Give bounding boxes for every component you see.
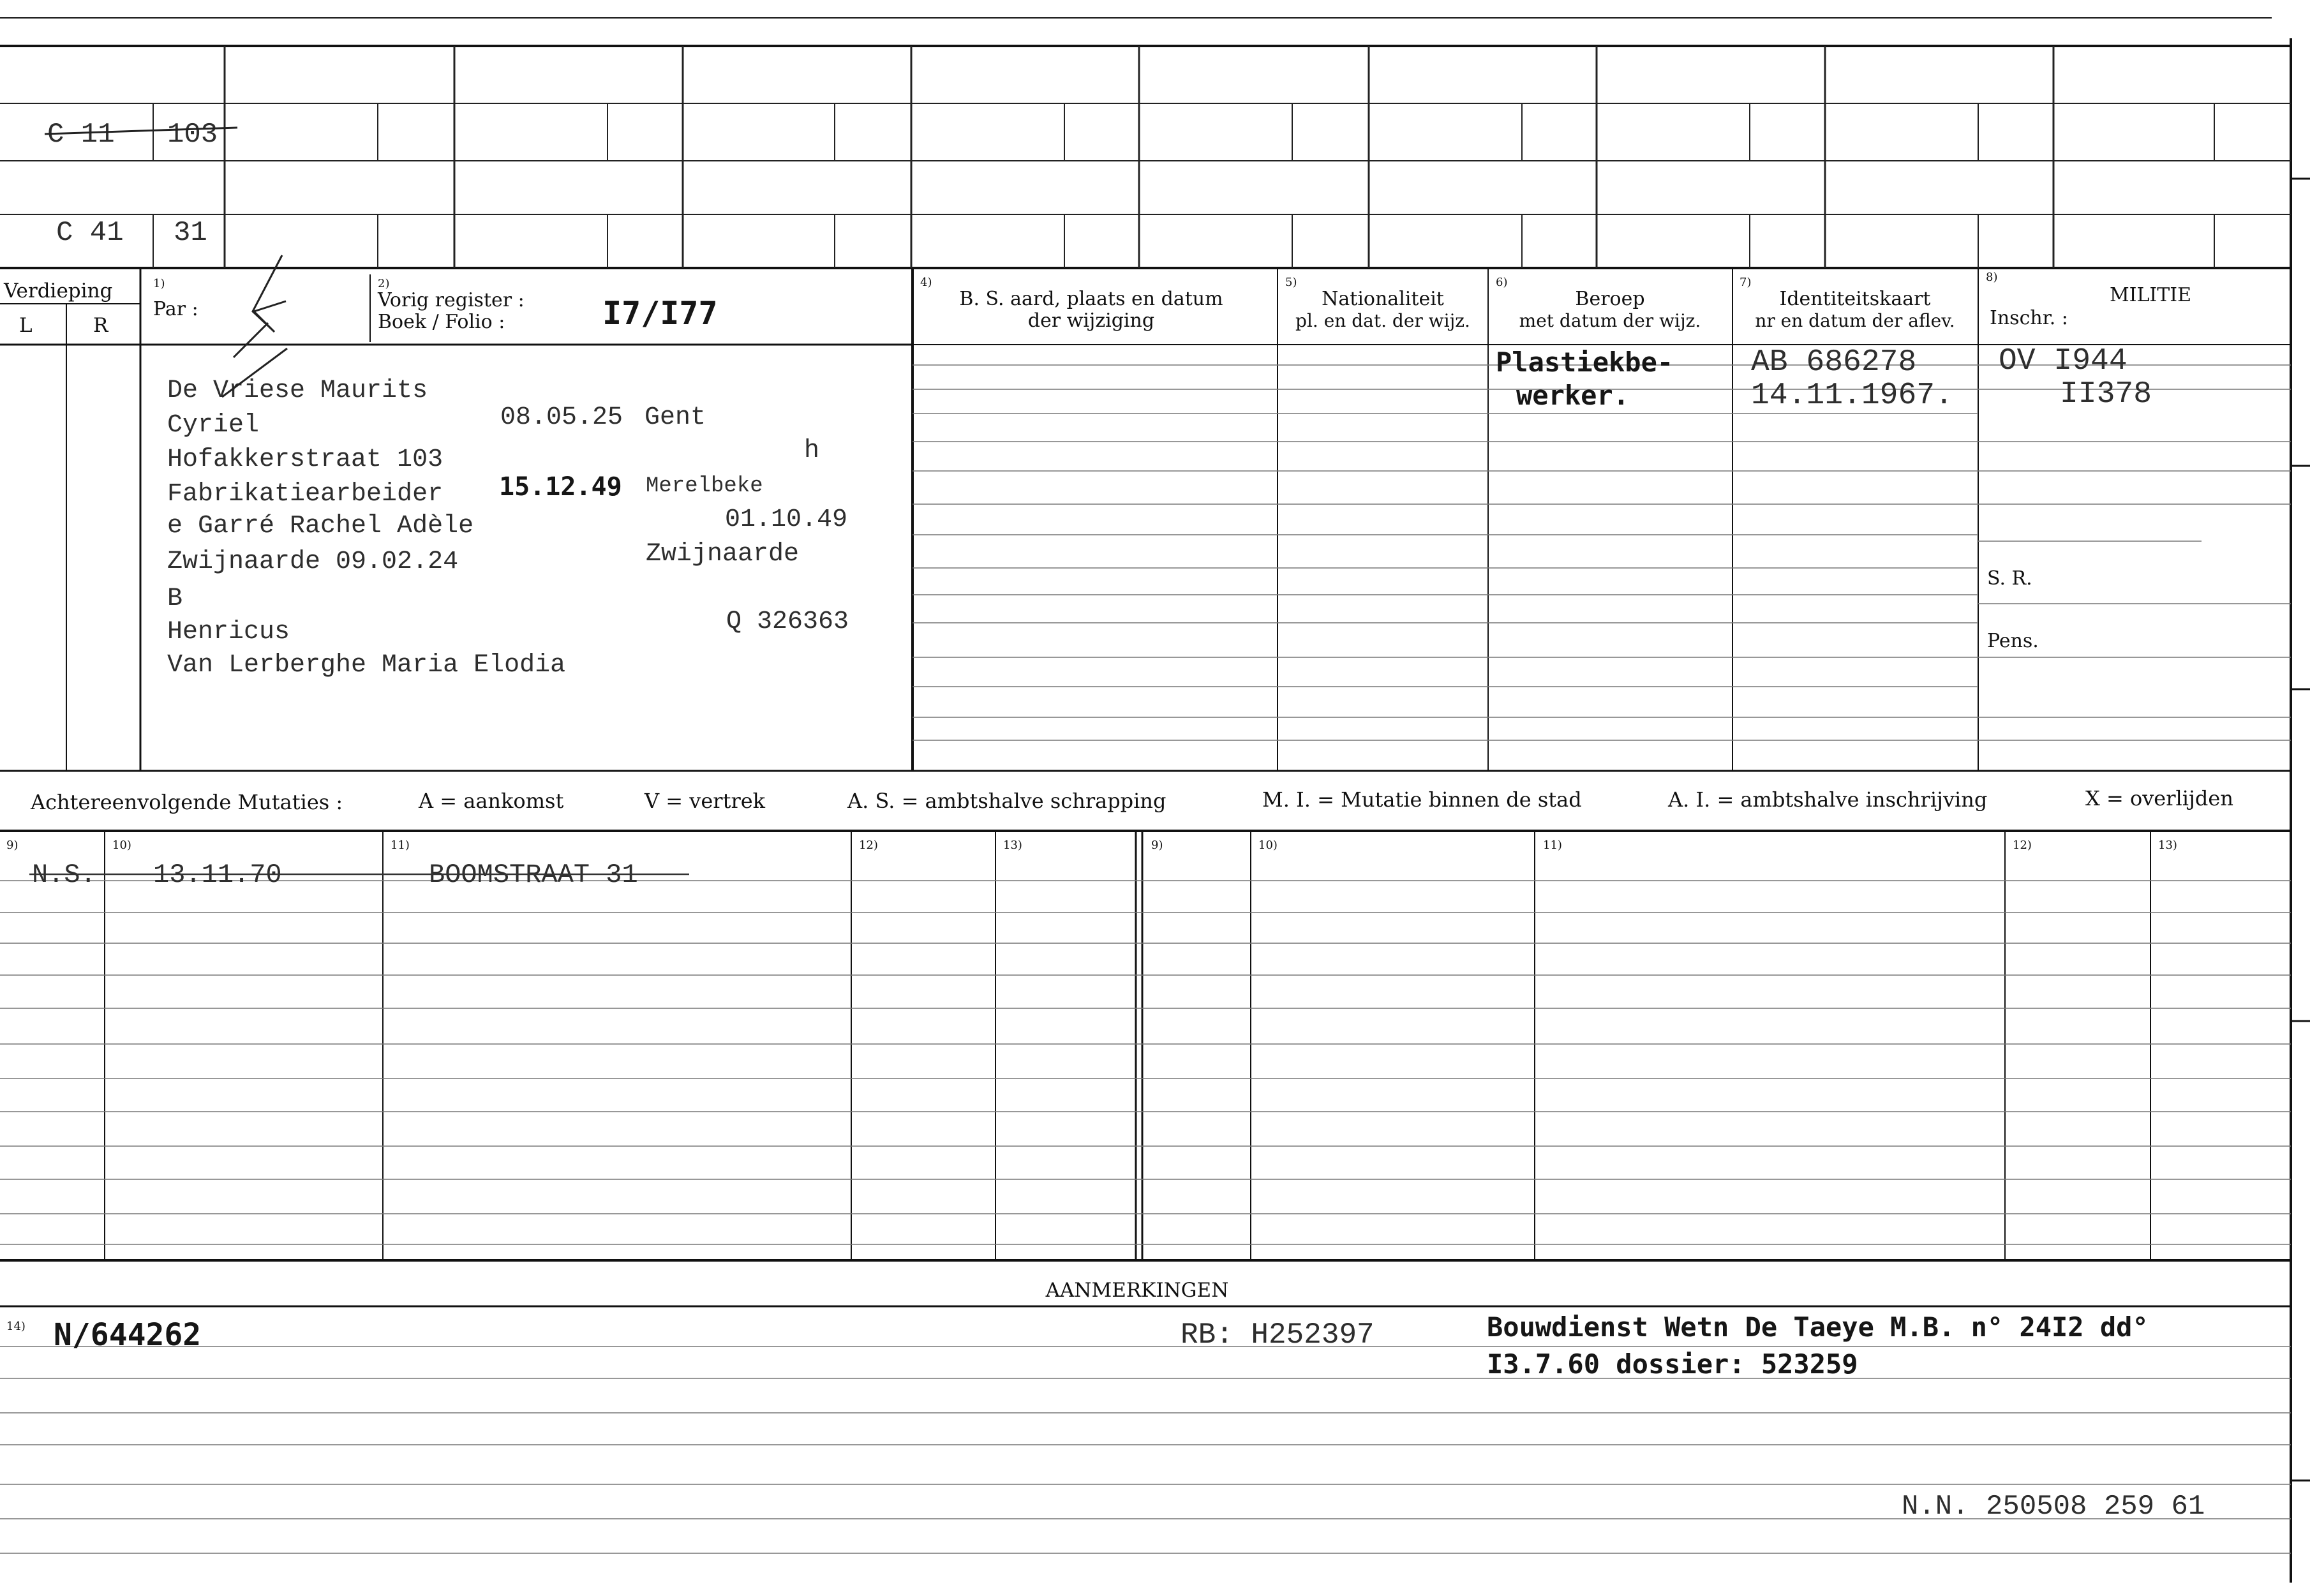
mut-col-12-left: 12) <box>859 839 878 852</box>
person-occupation-date: 15.12.49 <box>499 472 622 502</box>
vorig-register-label: Vorig register : <box>378 289 525 311</box>
militie-sr-label: S. R. <box>1987 567 2032 590</box>
legend-ambtshalve-inschrijving: A. I. = ambtshalve inschrijving <box>1668 787 1988 812</box>
person-marker-b: B <box>167 585 183 613</box>
identiteit-line2: 14.11.1967. <box>1751 378 1953 413</box>
top-code-103: 103 <box>167 119 218 151</box>
mut-col-9-left: 9) <box>6 839 19 852</box>
person-firstname: Cyriel <box>167 411 260 440</box>
mut-col-10-left: 10) <box>112 839 131 852</box>
bs-header-line1: B. S. aard, plaats en datum <box>959 288 1223 310</box>
top-code-31: 31 <box>174 217 207 249</box>
mut-col-10-right: 10) <box>1258 839 1278 852</box>
beroep-line2: werker. <box>1516 380 1630 411</box>
person-marriage-date: 01.10.49 <box>725 505 848 534</box>
aanmerkingen-rb: RB: H252397 <box>1181 1318 1375 1352</box>
person-father: Henricus <box>167 618 290 646</box>
edge-ticks <box>2291 179 2310 1480</box>
mut-col-12-right: 12) <box>2013 839 2032 852</box>
mutatie-code: N.S. <box>32 860 96 890</box>
person-birth-date: 08.05.25 <box>500 403 623 432</box>
inschr-label: Inschr. : <box>1990 307 2068 329</box>
verdieping-r-label: R <box>93 314 108 337</box>
mut-col-11-left: 11) <box>391 839 410 852</box>
top-code-c41: C 41 <box>56 217 124 249</box>
beroep-header-line2: met datum der wijz. <box>1519 310 1701 331</box>
col-5-number: 5) <box>1285 276 1297 289</box>
aanmerkingen-registration: N/644262 <box>54 1317 202 1353</box>
person-street: Hofakkerstraat 103 <box>167 445 443 474</box>
ruled-lines-mutaties <box>0 881 2291 1244</box>
militie-line2: II378 <box>2060 377 2152 412</box>
mutatie-row <box>29 860 689 890</box>
person-marker-h: h <box>804 436 820 465</box>
col-2-number: 2) <box>378 277 390 290</box>
verdieping-l-label: L <box>19 314 33 337</box>
aanmerkingen-nn: N.N. 250508 259 61 <box>1902 1491 2205 1523</box>
nationaliteit-header-line2: pl. en dat. der wijz. <box>1295 310 1470 331</box>
mut-col-13-left: 13) <box>1003 839 1022 852</box>
legend-vertrek: V = vertrek <box>645 789 766 813</box>
legend-overlijden: X = overlijden <box>2085 786 2233 810</box>
person-father-code: Q 326363 <box>726 608 849 636</box>
col-7-number: 7) <box>1740 276 1752 289</box>
ruled-lines-header <box>913 365 2291 740</box>
boek-folio-label: Boek / Folio : <box>378 311 505 333</box>
person-spouse-place: Zwijnaarde <box>646 540 800 569</box>
legend-mutatie-stad: M. I. = Mutatie binnen de stad <box>1262 787 1582 812</box>
person-occupation: Fabrikatiearbeider <box>167 480 443 509</box>
mutaties-grid <box>105 831 2150 1260</box>
col-1-number: 1) <box>153 277 165 290</box>
legend-aankomst: A = aankomst <box>419 789 564 813</box>
person-birth-place: Gent <box>645 403 706 432</box>
verdieping-label: Verdieping <box>4 280 113 302</box>
identiteit-line1: AB 686278 <box>1751 345 1917 380</box>
top-code-c11: C 11 <box>47 119 115 151</box>
legend-ambtshalve-schrapping: A. S. = ambtshalve schrapping <box>847 789 1166 813</box>
aanmerkingen-number-label: 14) <box>6 1320 26 1333</box>
col-6-number: 6) <box>1496 276 1508 289</box>
nationaliteit-header-line1: Nationaliteit <box>1322 288 1444 310</box>
par-handwritten-mark <box>234 255 286 357</box>
person-spouse: e Garré Rachel Adèle <box>167 512 474 541</box>
aanmerkingen-note-line2: I3.7.60 dossier: 523259 <box>1487 1348 1858 1380</box>
mutatie-date: 13.11.70 <box>153 860 282 890</box>
person-block <box>167 348 849 680</box>
identiteit-header-line2: nr en datum der aflev. <box>1755 310 1955 331</box>
militie-line1: OV I944 <box>1999 344 2127 378</box>
bs-header-line2: der wijziging <box>1027 310 1155 332</box>
militie-header: MILITIE <box>2109 284 2192 306</box>
mut-col-11-right: 11) <box>1543 839 1562 852</box>
person-occupation-place: Merelbeke <box>646 474 763 498</box>
par-label: Par : <box>153 298 198 320</box>
militie-pens-label: Pens. <box>1987 630 2039 652</box>
col-8-number: 8) <box>1986 271 1998 284</box>
mutatie-address: BOOMSTRAAT 31 <box>429 860 638 890</box>
person-spouse-birth: Zwijnaarde 09.02.24 <box>167 548 459 576</box>
mut-col-9-right: 9) <box>1151 839 1163 852</box>
aanmerkingen-title: AANMERKINGEN <box>1045 1279 1229 1302</box>
aanmerkingen-note-line1: Bouwdienst Wetn De Taeye M.B. n° 24I2 dd° <box>1487 1311 2149 1343</box>
top-grid <box>0 46 2291 268</box>
boek-folio-value: I7/I77 <box>602 295 718 332</box>
identiteit-header-line1: Identiteitskaart <box>1779 288 1931 310</box>
person-surname: De Vriese Maurits <box>167 377 428 405</box>
person-mother: Van Lerberghe Maria Elodia <box>167 651 566 680</box>
beroep-header-line1: Beroep <box>1575 288 1645 310</box>
mutaties-title: Achtereenvolgende Mutaties : <box>31 790 343 814</box>
col-4-number: 4) <box>920 276 932 289</box>
mut-col-13-right: 13) <box>2158 839 2177 852</box>
beroep-line1: Plastiekbe- <box>1496 347 1674 378</box>
